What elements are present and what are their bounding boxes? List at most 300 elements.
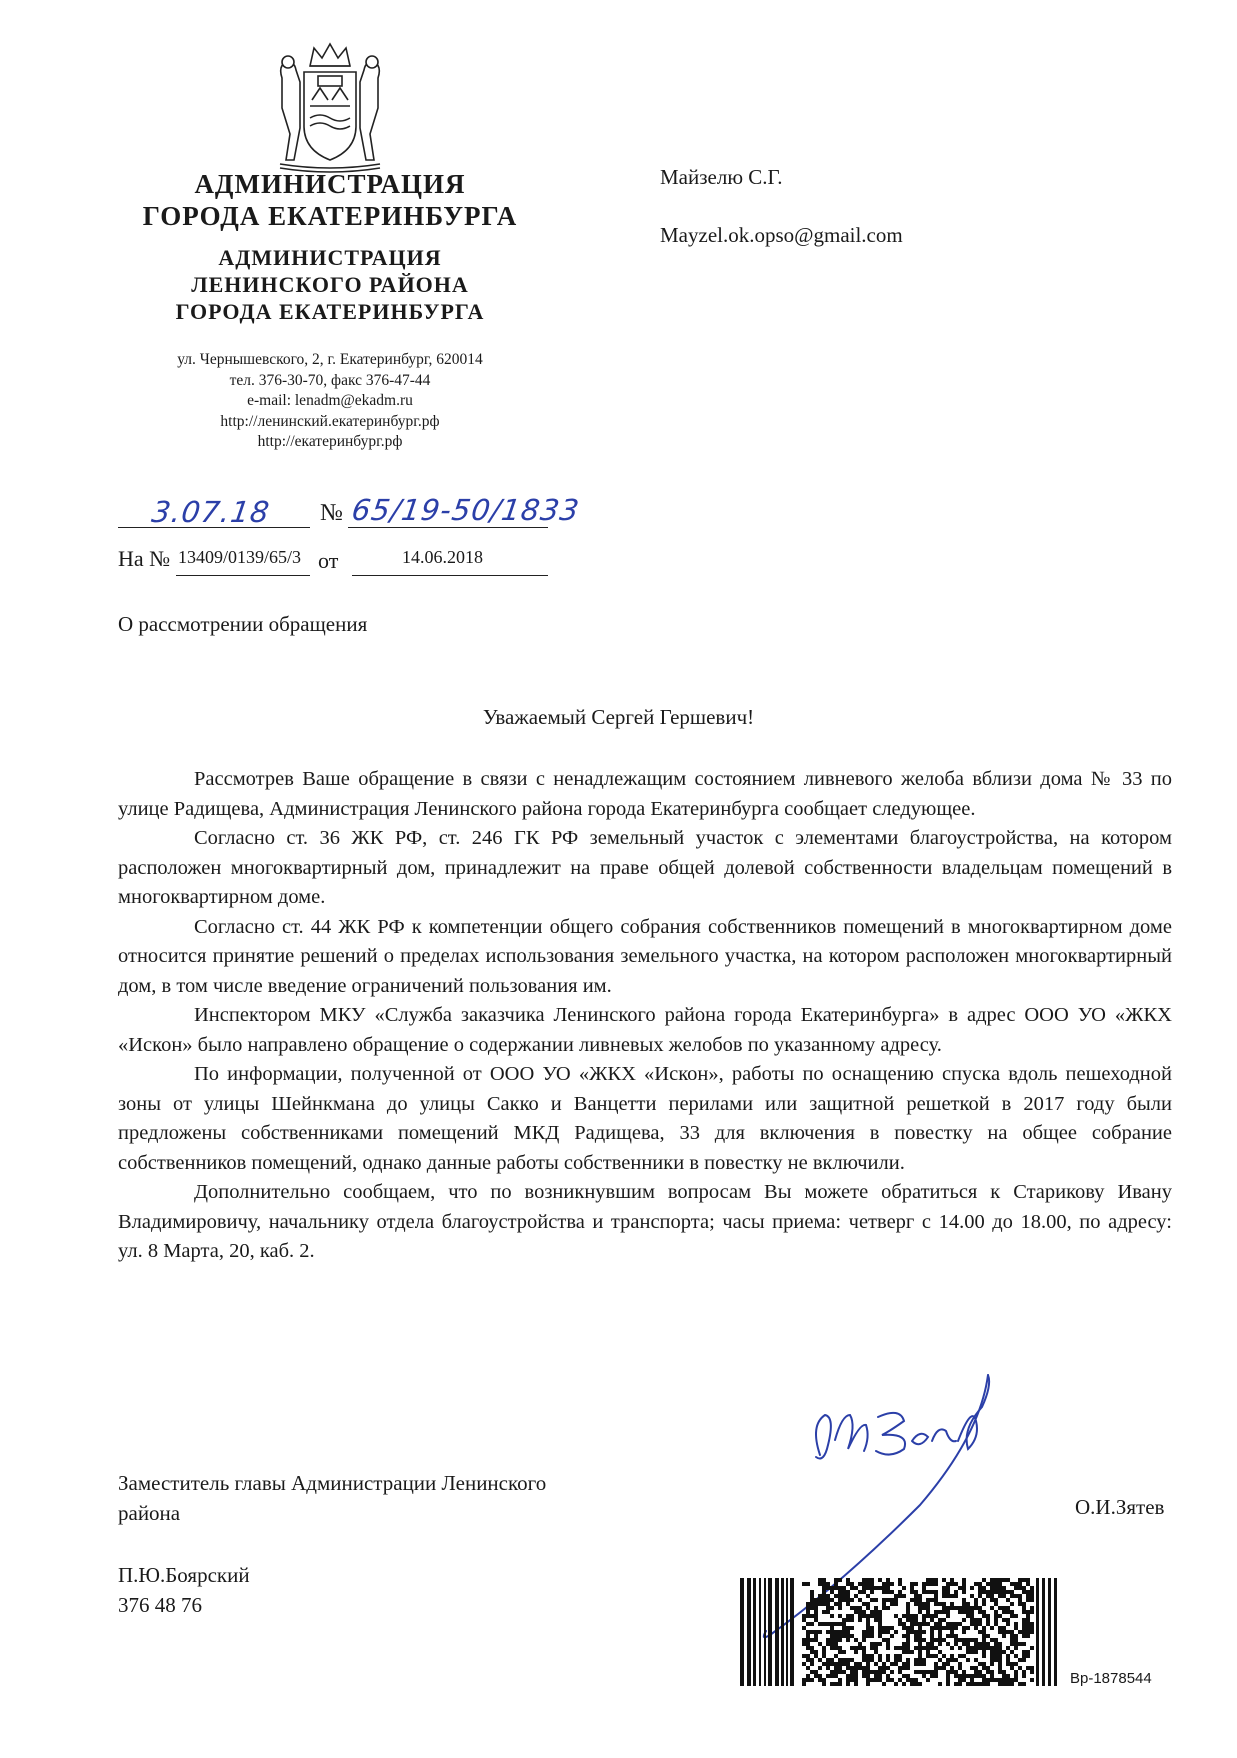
barcode-cell bbox=[858, 1598, 862, 1602]
barcode-cell bbox=[1010, 1634, 1014, 1638]
barcode-cell bbox=[806, 1610, 810, 1614]
barcode-cell bbox=[806, 1642, 810, 1646]
barcode-cell bbox=[934, 1590, 938, 1594]
barcode-cell bbox=[822, 1678, 826, 1682]
barcode-cell bbox=[862, 1578, 866, 1582]
barcode-cell bbox=[1018, 1666, 1022, 1670]
barcode-cell bbox=[870, 1642, 874, 1646]
barcode-cell bbox=[998, 1626, 1002, 1630]
coat-of-arms-emblem bbox=[270, 38, 390, 178]
barcode-cell bbox=[862, 1654, 866, 1658]
barcode-cell bbox=[802, 1618, 806, 1622]
contact-block bbox=[110, 350, 550, 453]
barcode-cell bbox=[1010, 1582, 1014, 1586]
barcode-cell bbox=[878, 1586, 882, 1590]
recipient-name: Майзелю С.Г. bbox=[660, 165, 783, 189]
barcode-cell bbox=[918, 1654, 922, 1658]
barcode-cell bbox=[934, 1674, 938, 1678]
barcode-cell bbox=[1030, 1646, 1034, 1650]
barcode-cell bbox=[866, 1602, 870, 1606]
barcode-cell bbox=[882, 1598, 886, 1602]
barcode-cell bbox=[902, 1682, 906, 1686]
barcode-cell bbox=[986, 1646, 990, 1650]
barcode-cell bbox=[982, 1590, 986, 1594]
barcode-cell bbox=[982, 1626, 986, 1630]
barcode-cell bbox=[842, 1590, 846, 1594]
barcode-cell bbox=[1002, 1626, 1006, 1630]
barcode-cell bbox=[978, 1622, 982, 1626]
barcode-cell bbox=[934, 1614, 938, 1618]
barcode-cell bbox=[834, 1586, 838, 1590]
recipient-email[interactable]: Mayzel.ok.opso@gmail.com bbox=[660, 223, 903, 247]
barcode-cell bbox=[1014, 1594, 1018, 1598]
barcode-cell bbox=[814, 1638, 818, 1642]
barcode-cell bbox=[902, 1650, 906, 1654]
barcode-cell bbox=[854, 1674, 858, 1678]
barcode-cell bbox=[914, 1602, 918, 1606]
barcode-cell bbox=[918, 1658, 922, 1662]
barcode-cell bbox=[942, 1610, 946, 1614]
barcode-cell bbox=[934, 1598, 938, 1602]
barcode-cell bbox=[1002, 1678, 1006, 1682]
barcode-cell bbox=[1002, 1670, 1006, 1674]
barcode-cell bbox=[830, 1598, 834, 1602]
barcode-cell bbox=[998, 1630, 1002, 1634]
barcode-cell bbox=[826, 1610, 830, 1614]
barcode-cell bbox=[926, 1606, 930, 1610]
barcode-cell bbox=[854, 1646, 858, 1650]
barcode-cell bbox=[1010, 1678, 1014, 1682]
barcode-cell bbox=[814, 1630, 818, 1634]
barcode-cell bbox=[902, 1674, 906, 1678]
barcode-cell bbox=[854, 1666, 858, 1670]
address-line: ул. Чернышевского, 2, г. Екатеринбург, 620014 bbox=[177, 351, 483, 368]
barcode-cell bbox=[958, 1586, 962, 1590]
barcode-cell bbox=[878, 1626, 882, 1630]
barcode-cell bbox=[902, 1662, 906, 1666]
salutation: Уважаемый Сергей Гершевич! bbox=[482, 705, 755, 729]
barcode-cell bbox=[986, 1582, 990, 1586]
barcode-cell bbox=[850, 1678, 854, 1682]
barcode-cell bbox=[970, 1682, 974, 1686]
barcode-cell bbox=[958, 1666, 962, 1670]
number-underline bbox=[348, 527, 548, 528]
barcode-cell bbox=[842, 1586, 846, 1590]
barcode-cell bbox=[850, 1618, 854, 1622]
barcode-cell bbox=[854, 1650, 858, 1654]
barcode-cell bbox=[806, 1606, 810, 1610]
barcode-cell bbox=[962, 1610, 966, 1614]
barcode-cell bbox=[1006, 1646, 1010, 1650]
barcode-cell bbox=[918, 1622, 922, 1626]
barcode-cell bbox=[970, 1606, 974, 1610]
barcode-cell bbox=[846, 1630, 850, 1634]
barcode-cell bbox=[950, 1578, 954, 1582]
signer-position-line-2: района bbox=[118, 1501, 181, 1525]
barcode-cell bbox=[946, 1590, 950, 1594]
in-reply-date-underline bbox=[352, 575, 548, 576]
barcode-cell bbox=[1030, 1622, 1034, 1626]
barcode-cell bbox=[870, 1614, 874, 1618]
website-link-1[interactable]: http://ленинский.екатеринбург.рф bbox=[220, 412, 440, 430]
barcode-cell bbox=[1018, 1586, 1022, 1590]
barcode-cell bbox=[950, 1646, 954, 1650]
barcode-cell bbox=[806, 1674, 810, 1678]
barcode-cell bbox=[826, 1622, 830, 1626]
barcode-cell bbox=[810, 1638, 814, 1642]
reception-address: ул. 8 Марта, 20, каб. 2. bbox=[118, 1240, 315, 1262]
barcode-cell bbox=[986, 1682, 990, 1686]
barcode-cell bbox=[850, 1674, 854, 1678]
barcode-cell bbox=[890, 1590, 894, 1594]
barcode-cell bbox=[966, 1610, 970, 1614]
barcode-cell bbox=[902, 1626, 906, 1630]
barcode-cell bbox=[834, 1682, 838, 1686]
barcode-cell bbox=[962, 1598, 966, 1602]
body-paragraph: По информации, полученной от ООО УО «ЖКХ «Искон», работы по оснащению спуска вдоль пешеходной зоны от улицы Шейнкмана до улицы Сакко и Ванцетти перилами или защитной решеткой в 2017 году были предложены собственниками помещений МКД Радищева, 33 для включения в повестку на общее собрание собственников помещений, однако данные работы собственники в повестку не включили. bbox=[118, 1063, 1172, 1174]
barcode-cell bbox=[910, 1582, 914, 1586]
barcode-cell bbox=[1026, 1578, 1030, 1582]
barcode-cell bbox=[1006, 1682, 1010, 1686]
barcode-cell bbox=[930, 1598, 934, 1602]
barcode-cell bbox=[922, 1670, 926, 1674]
barcode-cell bbox=[814, 1602, 818, 1606]
barcode-cell bbox=[1006, 1630, 1010, 1634]
barcode-cell bbox=[934, 1638, 938, 1642]
barcode-cell bbox=[882, 1670, 886, 1674]
barcode-cell bbox=[814, 1674, 818, 1678]
in-reply-underline bbox=[176, 575, 310, 576]
barcode-cell bbox=[838, 1606, 842, 1610]
barcode-cell bbox=[902, 1666, 906, 1670]
barcode-cell bbox=[910, 1586, 914, 1590]
barcode-cell bbox=[990, 1586, 994, 1590]
org-line-2: ГОРОДА ЕКАТЕРИНБУРГА bbox=[142, 201, 518, 231]
barcode-cell bbox=[886, 1590, 890, 1594]
barcode-cell bbox=[894, 1614, 898, 1618]
barcode-cell bbox=[830, 1646, 834, 1650]
barcode-cell bbox=[974, 1602, 978, 1606]
barcode-cell bbox=[862, 1650, 866, 1654]
barcode-cell bbox=[930, 1670, 934, 1674]
barcode-cell bbox=[830, 1670, 834, 1674]
barcode-cell bbox=[950, 1654, 954, 1658]
barcode-cell bbox=[982, 1602, 986, 1606]
barcode-cell bbox=[810, 1598, 814, 1602]
barcode-cell bbox=[882, 1666, 886, 1670]
barcode-cell bbox=[846, 1674, 850, 1678]
barcode-cell bbox=[998, 1670, 1002, 1674]
barcode-cell bbox=[814, 1614, 818, 1618]
barcode-cell bbox=[994, 1598, 998, 1602]
barcode-cell bbox=[866, 1678, 870, 1682]
barcode-cell bbox=[914, 1622, 918, 1626]
barcode-cell bbox=[818, 1594, 822, 1598]
barcode-cell bbox=[902, 1594, 906, 1598]
barcode-cell bbox=[822, 1594, 826, 1598]
barcode-cell bbox=[826, 1598, 830, 1602]
barcode-cell bbox=[894, 1630, 898, 1634]
barcode-bar bbox=[764, 1578, 766, 1686]
barcode-cell bbox=[1014, 1670, 1018, 1674]
barcode-cell bbox=[882, 1606, 886, 1610]
barcode-cell bbox=[938, 1618, 942, 1622]
barcode-cell bbox=[930, 1618, 934, 1622]
barcode-cell bbox=[978, 1646, 982, 1650]
barcode-cell bbox=[966, 1614, 970, 1618]
barcode-cell bbox=[862, 1614, 866, 1618]
barcode-cell bbox=[978, 1662, 982, 1666]
barcode-cell bbox=[818, 1678, 822, 1682]
barcode-cell bbox=[818, 1658, 822, 1662]
barcode-cell bbox=[998, 1582, 1002, 1586]
barcode-cell bbox=[878, 1678, 882, 1682]
barcode-cell bbox=[838, 1666, 842, 1670]
barcode-cell bbox=[886, 1678, 890, 1682]
barcode-cell bbox=[806, 1614, 810, 1618]
barcode-cell bbox=[910, 1626, 914, 1630]
barcode-cell bbox=[918, 1650, 922, 1654]
barcode-cell bbox=[822, 1650, 826, 1654]
barcode-cell bbox=[882, 1630, 886, 1634]
barcode-cell bbox=[818, 1602, 822, 1606]
barcode-cell bbox=[926, 1670, 930, 1674]
barcode-cell bbox=[834, 1634, 838, 1638]
barcode-cell bbox=[1030, 1678, 1034, 1682]
barcode-cell bbox=[850, 1646, 854, 1650]
barcode-cell bbox=[810, 1590, 814, 1594]
barcode-cell bbox=[954, 1590, 958, 1594]
barcode-cell bbox=[954, 1658, 958, 1662]
barcode-cell bbox=[974, 1646, 978, 1650]
barcode-cell bbox=[926, 1678, 930, 1682]
barcode-cell bbox=[978, 1590, 982, 1594]
barcode-cell bbox=[866, 1594, 870, 1598]
handwritten-date: 3.07.18 bbox=[149, 495, 273, 529]
barcode-cell bbox=[934, 1626, 938, 1630]
barcode-cell bbox=[862, 1602, 866, 1606]
barcode-cell bbox=[870, 1582, 874, 1586]
barcode-cell bbox=[838, 1646, 842, 1650]
barcode-cell bbox=[898, 1646, 902, 1650]
barcode-cell bbox=[986, 1670, 990, 1674]
barcode-cell bbox=[1010, 1602, 1014, 1606]
barcode-cell bbox=[886, 1586, 890, 1590]
barcode-cell bbox=[1026, 1598, 1030, 1602]
barcode-cell bbox=[846, 1658, 850, 1662]
barcode-cell bbox=[874, 1610, 878, 1614]
barcode-cell bbox=[830, 1674, 834, 1678]
barcode-cell bbox=[994, 1610, 998, 1614]
barcode-cell bbox=[874, 1678, 878, 1682]
barcode-cell bbox=[1002, 1590, 1006, 1594]
barcode-cell bbox=[830, 1662, 834, 1666]
barcode-cell bbox=[982, 1614, 986, 1618]
barcode-cell bbox=[842, 1662, 846, 1666]
barcode-cell bbox=[1022, 1634, 1026, 1638]
barcode-cell bbox=[906, 1678, 910, 1682]
barcode-cell bbox=[1002, 1594, 1006, 1598]
barcode-cell bbox=[850, 1634, 854, 1638]
barcode-bar bbox=[786, 1578, 788, 1686]
barcode-cell bbox=[962, 1654, 966, 1658]
barcode-cell bbox=[874, 1646, 878, 1650]
barcode-cell bbox=[954, 1638, 958, 1642]
barcode-cell bbox=[854, 1662, 858, 1666]
barcode-cell bbox=[1026, 1614, 1030, 1618]
barcode-cell bbox=[898, 1678, 902, 1682]
barcode-cell bbox=[1006, 1622, 1010, 1626]
barcode-cell bbox=[994, 1658, 998, 1662]
barcode-cell bbox=[926, 1578, 930, 1582]
barcode-cell bbox=[838, 1578, 842, 1582]
barcode-cell bbox=[906, 1610, 910, 1614]
barcode-cell bbox=[850, 1582, 854, 1586]
barcode-cell bbox=[1006, 1606, 1010, 1610]
barcode-cell bbox=[878, 1630, 882, 1634]
barcode-cell bbox=[870, 1586, 874, 1590]
barcode-cell bbox=[1026, 1582, 1030, 1586]
barcode-cell bbox=[958, 1662, 962, 1666]
barcode-cell bbox=[898, 1654, 902, 1658]
barcode-cell bbox=[1022, 1670, 1026, 1674]
barcode-cell bbox=[938, 1602, 942, 1606]
barcode-cell bbox=[814, 1618, 818, 1622]
barcode-cell bbox=[946, 1658, 950, 1662]
barcode-cell bbox=[986, 1594, 990, 1598]
barcode-cell bbox=[870, 1634, 874, 1638]
barcode-cell bbox=[882, 1638, 886, 1642]
barcode-cell bbox=[838, 1650, 842, 1654]
barcode-cell bbox=[950, 1582, 954, 1586]
barcode-cell bbox=[1030, 1626, 1034, 1630]
barcode-cell bbox=[1022, 1606, 1026, 1610]
barcode-cell bbox=[902, 1634, 906, 1638]
barcode-cell bbox=[1014, 1638, 1018, 1642]
barcode-cell bbox=[934, 1602, 938, 1606]
barcode-cell bbox=[982, 1646, 986, 1650]
barcode-cell bbox=[978, 1674, 982, 1678]
barcode-cell bbox=[1014, 1642, 1018, 1646]
barcode-cell bbox=[1022, 1658, 1026, 1662]
barcode-cell bbox=[894, 1662, 898, 1666]
barcode-cell bbox=[842, 1650, 846, 1654]
barcode-cell bbox=[830, 1634, 834, 1638]
barcode-cell bbox=[962, 1602, 966, 1606]
barcode-cell bbox=[866, 1682, 870, 1686]
barcode-cell bbox=[910, 1650, 914, 1654]
barcode-cell bbox=[1026, 1666, 1030, 1670]
barcode-cell bbox=[886, 1674, 890, 1678]
barcode-cell bbox=[966, 1682, 970, 1686]
barcode-cell bbox=[838, 1670, 842, 1674]
barcode-bar bbox=[790, 1578, 794, 1686]
barcode-cell bbox=[998, 1614, 1002, 1618]
body-paragraph: Согласно ст. 36 ЖК РФ, ст. 246 ГК РФ земельный участок с элементами благоустройства, на котором расположен многоквартирный дом, принадлежит на праве общей долевой собственности владельцам помещений в многоквартирном доме. bbox=[118, 827, 1172, 908]
barcode-cell bbox=[826, 1602, 830, 1606]
barcode-cell bbox=[806, 1602, 810, 1606]
barcode-cell bbox=[810, 1614, 814, 1618]
barcode-cell bbox=[922, 1606, 926, 1610]
barcode-cell bbox=[930, 1582, 934, 1586]
barcode-cell bbox=[1018, 1658, 1022, 1662]
barcode-cell bbox=[974, 1582, 978, 1586]
barcode-cell bbox=[946, 1582, 950, 1586]
barcode-cell bbox=[1030, 1598, 1034, 1602]
barcode-cell bbox=[806, 1678, 810, 1682]
barcode-cell bbox=[998, 1586, 1002, 1590]
barcode-cell bbox=[970, 1646, 974, 1650]
barcode-cell bbox=[918, 1634, 922, 1638]
barcode-cell bbox=[986, 1614, 990, 1618]
barcode-cell bbox=[930, 1642, 934, 1646]
website-link-2[interactable]: http://екатеринбург.рф bbox=[257, 433, 403, 450]
barcode-cell bbox=[1030, 1670, 1034, 1674]
barcode-cell bbox=[990, 1590, 994, 1594]
barcode-cell bbox=[930, 1674, 934, 1678]
barcode-cell bbox=[882, 1582, 886, 1586]
barcode-cell bbox=[938, 1630, 942, 1634]
barcode-cell bbox=[950, 1634, 954, 1638]
barcode-cell bbox=[894, 1598, 898, 1602]
barcode-cell bbox=[926, 1614, 930, 1618]
barcode-cell bbox=[890, 1670, 894, 1674]
barcode-cell bbox=[934, 1622, 938, 1626]
barcode-cell bbox=[914, 1658, 918, 1662]
body-paragraph: Согласно ст. 44 ЖК РФ к компетенции общего собрания собственников помещений в многоквартирном доме относится принятие решений о пределах использования земельного участка, на котором расположен многоквартирный дом, в том числе введение ограничений пользования им. bbox=[118, 915, 1172, 997]
barcode-cell bbox=[922, 1630, 926, 1634]
barcode-cell bbox=[814, 1650, 818, 1654]
barcode-cell bbox=[990, 1606, 994, 1610]
barcode-cell bbox=[998, 1658, 1002, 1662]
barcode-cell bbox=[954, 1606, 958, 1610]
barcode-cell bbox=[890, 1602, 894, 1606]
barcode-cell bbox=[1014, 1582, 1018, 1586]
barcode-cell bbox=[958, 1674, 962, 1678]
barcode-cell bbox=[938, 1622, 942, 1626]
barcode-cell bbox=[858, 1614, 862, 1618]
barcode-cell bbox=[918, 1670, 922, 1674]
document-barcode bbox=[740, 1578, 1060, 1686]
barcode-cell bbox=[1022, 1610, 1026, 1614]
barcode-cell bbox=[962, 1618, 966, 1622]
barcode-cell bbox=[962, 1606, 966, 1610]
barcode-cell bbox=[846, 1626, 850, 1630]
barcode-cell bbox=[934, 1646, 938, 1650]
barcode-cell bbox=[906, 1618, 910, 1622]
barcode-cell bbox=[926, 1646, 930, 1650]
barcode-cell bbox=[982, 1678, 986, 1682]
barcode-cell bbox=[1014, 1662, 1018, 1666]
barcode-cell bbox=[914, 1634, 918, 1638]
barcode-cell bbox=[946, 1586, 950, 1590]
date-underline bbox=[118, 527, 310, 528]
barcode-cell bbox=[918, 1610, 922, 1614]
barcode-cell bbox=[806, 1666, 810, 1670]
barcode-cell bbox=[958, 1606, 962, 1610]
barcode-cell bbox=[998, 1578, 1002, 1582]
barcode-cell bbox=[918, 1662, 922, 1666]
barcode-cell bbox=[986, 1642, 990, 1646]
barcode-cell bbox=[838, 1634, 842, 1638]
barcode-cell bbox=[1002, 1682, 1006, 1686]
barcode-cell bbox=[806, 1630, 810, 1634]
barcode-cell bbox=[938, 1634, 942, 1638]
barcode-cell bbox=[806, 1582, 810, 1586]
barcode-bar bbox=[781, 1578, 784, 1686]
barcode-cell bbox=[886, 1606, 890, 1610]
barcode-cell bbox=[998, 1646, 1002, 1650]
